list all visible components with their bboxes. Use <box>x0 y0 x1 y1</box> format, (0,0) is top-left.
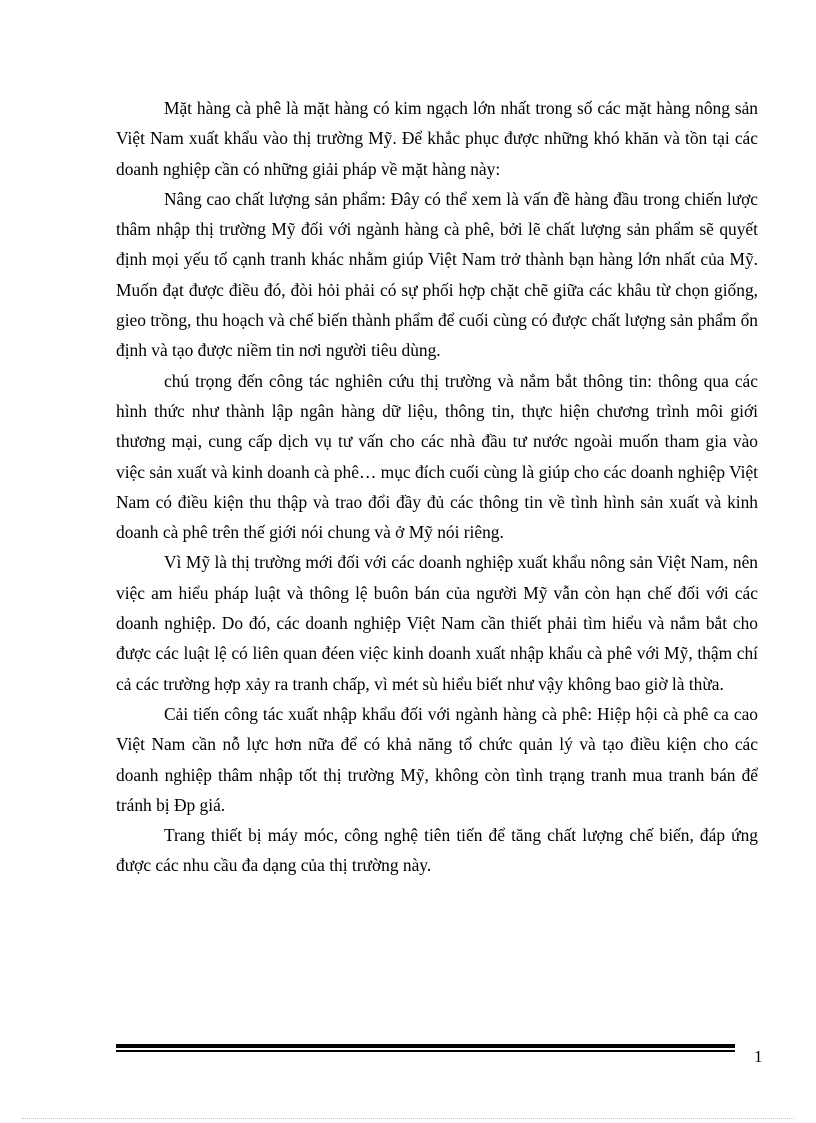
paragraph-product-quality: Nâng cao chất lượng sản phẩm: Đây có thể xem là vấn đề hàng đầu trong chiến lược thâm nhập thị trường Mỹ đối với ngành hàng cà phê, bởi lẽ chất lượng sản phẩm sẽ quyết định mọi yếu tố cạnh tranh khác nhằm giúp Việt Nam trở thành bạn hàng lớn nhất của Mỹ. Muốn đạt được điều đó, đòi hỏi phải có sự phối hợp chặt chẽ giữa các khâu từ chọn giống, gieo trồng, thu hoạch và chế biến thành phẩm để cuối cùng có được chất lượng sản phẩm ổn định và tạo được niềm tin nơi người tiêu dùng. <box>116 188 758 361</box>
paragraph-equipment: Trang thiết bị máy móc, công nghệ tiên tiến để tăng chất lượng chế biến, đáp ứng được các nhu cầu đa dạng của thị trường này. <box>116 825 758 876</box>
footer-rule-thin-line <box>116 1050 735 1052</box>
footer-rule-thick-line <box>116 1044 735 1048</box>
paragraph-export-improvement: Cải tiến công tác xuất nhập khẩu đối với ngành hàng cà phê: Hiệp hội cà phê ca cao Việt Nam cần nỗ lực hơn nữa để có khả năng tổ chức quản lý và tạo điều kiện cho các doanh nghiệp thâm nhập tốt thị trường Mỹ, không còn tình trạng tranh mua tranh bán để tránh bị Đp giá. <box>116 703 758 815</box>
document-body <box>116 93 758 881</box>
footer-rule <box>116 1044 735 1053</box>
page-number: 1 <box>754 1047 763 1066</box>
paragraph-market-research: chú trọng đến công tác nghiên cứu thị trường và nắm bắt thông tin: thông qua các hình thức như thành lập ngân hàng dữ liệu, thông tin, thực hiện chương trình môi giới thương mại, cung cấp dịch vụ tư vấn cho các nhà đầu tư nước ngoài muốn tham gia vào việc sản xuất và kinh doanh cà phê… mục đích cuối cùng là giúp cho các doanh nghiệp Việt Nam có điều kiện thu thập và trao đổi đầy đủ các thông tin về tình hình sản xuất và kinh doanh cà phê trên thế giới nói chung và ở Mỹ nói riêng. <box>116 370 758 543</box>
paragraph-coffee-intro: Mặt hàng cà phê là mặt hàng có kim ngạch lớn nhất trong số các mặt hàng nông sản Việt Nam xuất khẩu vào thị trường Mỹ. Để khắc phục được những khó khăn và tồn tại các doanh nghiệp cần có những giải pháp về mặt hàng này: <box>116 98 758 179</box>
page-bottom-edge <box>22 1118 794 1119</box>
paragraph-legal-knowledge: Vì Mỹ là thị trường mới đối với các doanh nghiệp xuất khẩu nông sản Việt Nam, nên việc am hiểu pháp luật và thông lệ buôn bán của người Mỹ vẫn còn hạn chế đối với các doanh nghiệp. Do đó, các doanh nghiệp Việt Nam cần thiết phải tìm hiểu và nắm bắt cho được các luật lệ có liên quan đéen việc kinh doanh xuất nhập khẩu cà phê với Mỹ, thậm chí cả các trường hợp xảy ra tranh chấp, vì mét sù hiểu biết như vậy không bao giờ là thừa. <box>116 552 758 694</box>
